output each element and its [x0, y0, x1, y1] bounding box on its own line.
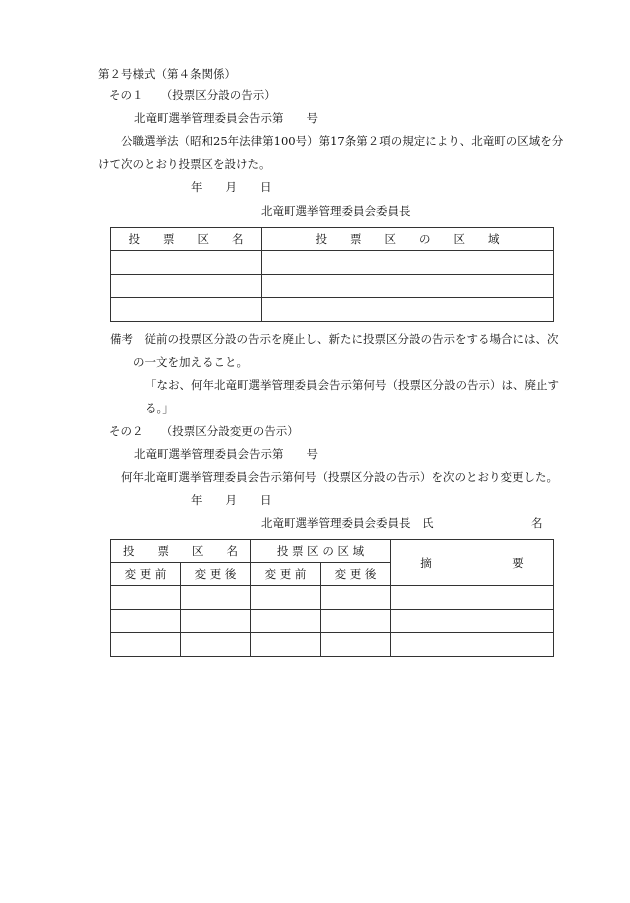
header-district-area: 投 票 区 の 区 域: [262, 228, 554, 251]
name-before-cell: [111, 610, 181, 633]
district-name-cell: [111, 275, 262, 298]
section1-body-line2: けて次のとおり投票区を設けた。: [98, 157, 271, 171]
header-district-name: 投 票 区 名: [111, 540, 251, 563]
remarks-line2: の一文を加えること。: [133, 355, 248, 369]
name-after-cell: [181, 610, 251, 633]
name-after-cell: [181, 586, 251, 610]
area-before-cell: [251, 633, 321, 657]
table-row: [111, 275, 554, 298]
form-number-heading: 第２号様式（第４条関係）: [98, 67, 236, 81]
table-row: [111, 633, 554, 657]
section2-date: 年 月 日: [191, 493, 272, 507]
area-before-cell: [251, 586, 321, 610]
header-district-name: 投 票 区 名: [111, 228, 262, 251]
header-area-after: 変 更 後: [321, 563, 391, 586]
section1-body-line1: 公職選挙法（昭和25年法律第100号）第17条第２項の規定により、北竜町の区域を分: [121, 134, 564, 148]
polling-district-change-table: [110, 539, 554, 657]
section2-signer-name-suffix: 名: [531, 516, 543, 530]
table-row: [111, 610, 554, 633]
section1-title: その１ （投票区分設の告示）: [109, 88, 276, 102]
section1-signer: 北竜町選挙管理委員会委員長: [261, 204, 411, 218]
table-row: [111, 251, 554, 275]
district-area-cell: [262, 275, 554, 298]
name-before-cell: [111, 633, 181, 657]
section1-notice-number: 北竜町選挙管理委員会告示第 号: [134, 111, 318, 125]
area-before-cell: [251, 610, 321, 633]
area-after-cell: [321, 610, 391, 633]
header-name-before: 変 更 前: [111, 563, 181, 586]
district-name-cell: [111, 251, 262, 275]
summary-cell: [391, 633, 554, 657]
polling-district-table: [110, 227, 554, 322]
header-summary: 摘 要: [391, 540, 554, 586]
district-area-cell: [262, 298, 554, 322]
header-area-before: 変 更 前: [251, 563, 321, 586]
section2-title: その２ （投票区分設変更の告示）: [109, 424, 299, 438]
district-area-cell: [262, 251, 554, 275]
summary-cell: [391, 586, 554, 610]
table-row: [111, 586, 554, 610]
header-name-after: 変 更 後: [181, 563, 251, 586]
remarks-quote-line1: 「なお、何年北竜町選挙管理委員会告示第何号（投票区分設の告示）は、廃止す: [145, 378, 559, 392]
header-district-area: 投 票 区 の 区 域: [251, 540, 391, 563]
section1-date: 年 月 日: [191, 180, 272, 194]
remarks-quote-line2: る。」: [145, 401, 174, 415]
section2-notice-number: 北竜町選挙管理委員会告示第 号: [134, 447, 318, 461]
section2-signer: 北竜町選挙管理委員会委員長 氏: [261, 516, 434, 530]
summary-cell: [391, 610, 554, 633]
area-after-cell: [321, 586, 391, 610]
name-after-cell: [181, 633, 251, 657]
section2-body: 何年北竜町選挙管理委員会告示第何号（投票区分設の告示）を次のとおり変更した。: [121, 470, 558, 484]
district-name-cell: [111, 298, 262, 322]
table-row: [111, 298, 554, 322]
area-after-cell: [321, 633, 391, 657]
remarks-line1: 備考 従前の投票区分設の告示を廃止し、新たに投票区分設の告示をする場合には、次: [110, 332, 559, 346]
name-before-cell: [111, 586, 181, 610]
